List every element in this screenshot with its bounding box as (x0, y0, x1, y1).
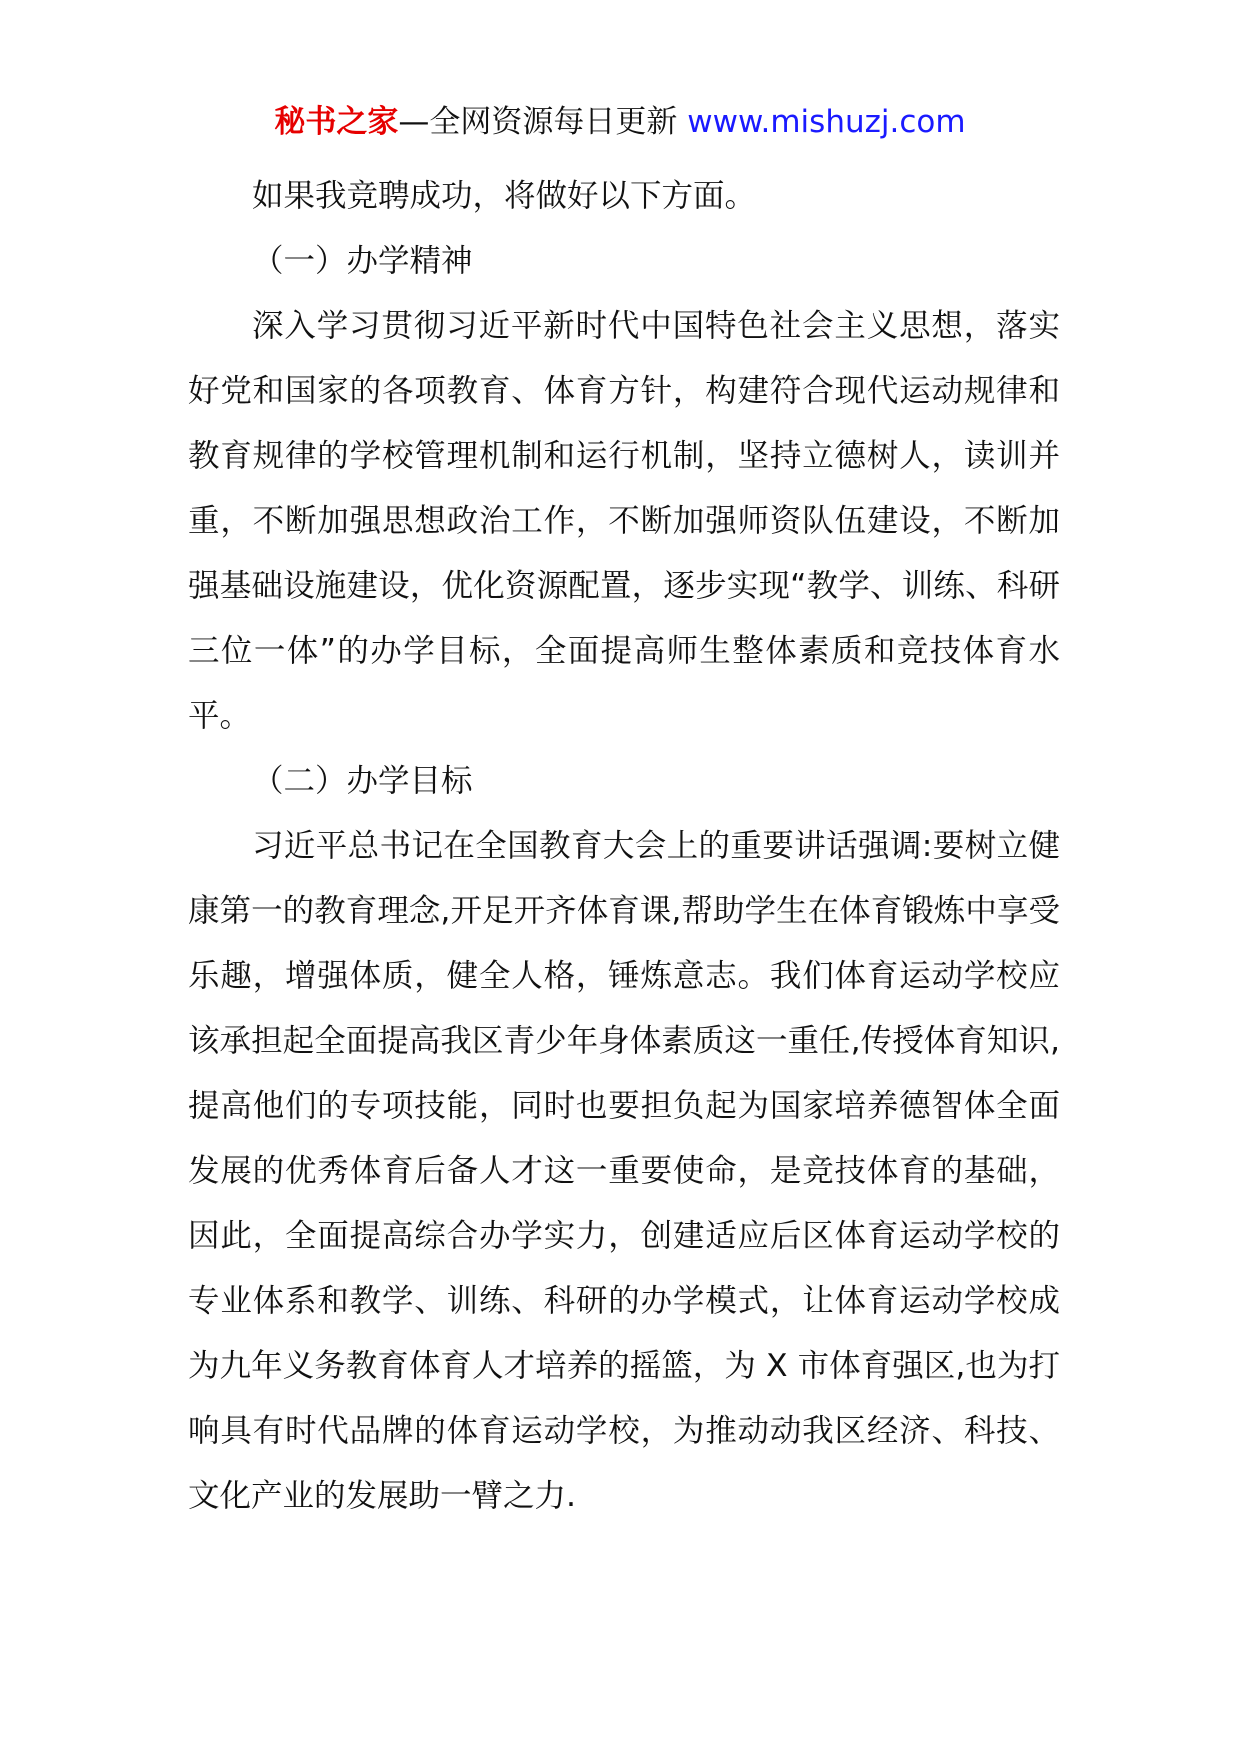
paragraph-section-1: 深入学习贯彻习近平新时代中国特色社会主义思想，落实好党和国家的各项教育、体育方针，构建符合现代运动规律和教育规律的学校管理机制和运行机制，坚持立德树人，读训并重，不断加强思想政治工作，不断加强师资队伍建设，不断加强基础设施建设，优化资源配置，逐步实现“教学、训练、科研三位一体”的办学目标，全面提高师生整体素质和竞技体育水平。 (188, 308, 1060, 734)
header-brand: 秘书之家 (274, 104, 399, 140)
document-body (188, 164, 1060, 1529)
header-url-link[interactable]: www.mishuzj.com (687, 104, 966, 140)
section-heading-1: （一）办学精神 (252, 243, 473, 279)
header-tagline: —全网资源每日更新 (398, 104, 688, 140)
paragraph-section-2: 习近平总书记在全国教育大会上的重要讲话强调:要树立健康第一的教育理念,开足开齐体育课,帮助学生在体育锻炼中享受乐趣，增强体质，健全人格，锤炼意志。我们体育运动学校应该承担起全面提高我区青少年身体素质这一重任,传授体育知识,提高他们的专项技能，同时也要担负起为国家培养德智体全面发展的优秀体育后备人才这一重要使命，是竞技体育的基础，因此，全面提高综合办学实力，创建适应后区体育运动学校的专业体系和教学、训练、科研的办学模式，让体育运动学校成为九年义务教育体育人才培养的摇篮，为 X 市体育强区,也为打响具有时代品牌的体育运动学校，为推动动我区经济、科技、文化产业的发展助一臂之力. (188, 828, 1060, 1514)
section-heading-2: （二）办学目标 (252, 763, 473, 799)
paragraph-intro: 如果我竞聘成功，将做好以下方面。 (252, 178, 757, 214)
page-header (0, 100, 1240, 144)
